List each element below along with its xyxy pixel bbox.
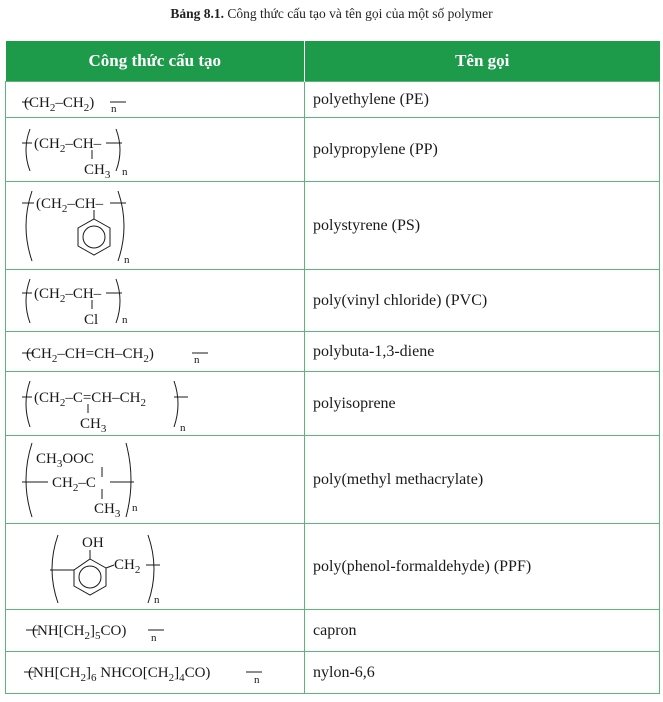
svg-text:(CH2–CH–: ($CH_2-CH-$ (34, 285, 102, 305)
caption-label: Bảng 8.1. (170, 6, 224, 21)
polybutadiene-formula (6, 332, 305, 372)
svg-text:(CH2–CH2): $(CH_2-CH_2)$ (24, 94, 95, 114)
table-row (6, 524, 660, 610)
formula-drawing (6, 83, 304, 117)
table-row (6, 332, 660, 372)
header-name: Tên gọi (305, 41, 660, 82)
svg-text:n: n (151, 631, 157, 644)
svg-text:(CH2–CH–: ($CH_2-CH-$ (34, 135, 102, 155)
svg-text:(CH2–CH=CH–CH2): $(CH_2-CH=CH-CH_2)$ (26, 345, 154, 365)
polymer-name: polyethylene (PE) (305, 82, 660, 118)
polypropylene-formula (6, 118, 305, 182)
svg-text:n: n (122, 165, 128, 178)
table-row (6, 182, 660, 270)
polymer-name: poly(methyl methacrylate) (305, 436, 660, 524)
polymer-name: polybuta-1,3-diene (305, 332, 660, 372)
svg-text:(CH2–CH–: ($CH_2-CH-$ (36, 195, 104, 215)
polyethylene-formula (6, 82, 305, 118)
formula-drawing (6, 653, 304, 693)
formula-drawing (6, 373, 304, 435)
formula-drawing (6, 183, 304, 269)
polymer-name: capron (305, 610, 660, 652)
table-row (6, 436, 660, 524)
polyisoprene-formula (6, 372, 305, 436)
ppf-formula (6, 524, 305, 610)
svg-text:(CH2–C=CH–CH2: ($CH_2-C=CH-CH_2$ (34, 389, 146, 409)
svg-text:CH3: $CH_3$ (80, 415, 107, 435)
svg-text:n: n (154, 593, 160, 606)
svg-text:n: n (111, 102, 117, 115)
svg-text:n: n (180, 421, 186, 434)
svg-text:CH3: $CH_3$ (84, 161, 111, 181)
svg-text:CH3: $CH_3$ (94, 500, 121, 520)
formula-drawing (6, 437, 304, 523)
table-header-row (6, 41, 660, 82)
formula-drawing (6, 119, 304, 181)
polymer-table (5, 41, 660, 694)
polystyrene-formula (6, 182, 305, 270)
polymer-name: polyisoprene (305, 372, 660, 436)
header-formula: Công thức cấu tạo (6, 41, 305, 82)
svg-text:n: n (124, 253, 130, 266)
svg-text:n: n (254, 673, 260, 686)
table-row (6, 118, 660, 182)
polymer-name: poly(vinyl chloride) (PVC) (305, 270, 660, 332)
svg-text:Cl: Cl (84, 311, 99, 328)
table-row (6, 270, 660, 332)
svg-text:(NH[CH2]6 NHCO[CH2]4CO): ($NH[CH_2]_6$ $NHCO[CH_2]_4CO$) (28, 664, 211, 684)
polymer-name: nylon-6,6 (305, 652, 660, 694)
table-row (6, 652, 660, 694)
svg-text:CH3OOC: $CH_3OOC$ (36, 450, 95, 470)
svg-text:n: n (122, 313, 128, 326)
capron-formula (6, 610, 305, 652)
svg-text:n: n (132, 501, 138, 514)
pmma-formula (6, 436, 305, 524)
table-caption (0, 6, 663, 22)
svg-text:n: n (194, 353, 200, 366)
caption-text: Công thức cấu tạo và tên gọi của một số polymer (227, 6, 493, 21)
svg-text:OH: OH (82, 534, 104, 551)
table-row (6, 372, 660, 436)
table-row (6, 610, 660, 652)
polymer-name: polypropylene (PP) (305, 118, 660, 182)
formula-drawing (6, 611, 304, 651)
formula-drawing (6, 525, 304, 609)
svg-text:CH2: $CH_2$ (114, 556, 141, 576)
polymer-name: polystyrene (PS) (305, 182, 660, 270)
table-row (6, 82, 660, 118)
svg-text:CH2–C: $CH_2-C$ (52, 474, 96, 494)
pvc-formula (6, 270, 305, 332)
nylon-formula (6, 652, 305, 694)
formula-drawing (6, 271, 304, 331)
formula-drawing (6, 333, 304, 371)
polymer-name: poly(phenol-formaldehyde) (PPF) (305, 524, 660, 610)
svg-text:(NH[CH2]5CO): $(NH[CH_2]_5CO)$ (32, 622, 127, 642)
